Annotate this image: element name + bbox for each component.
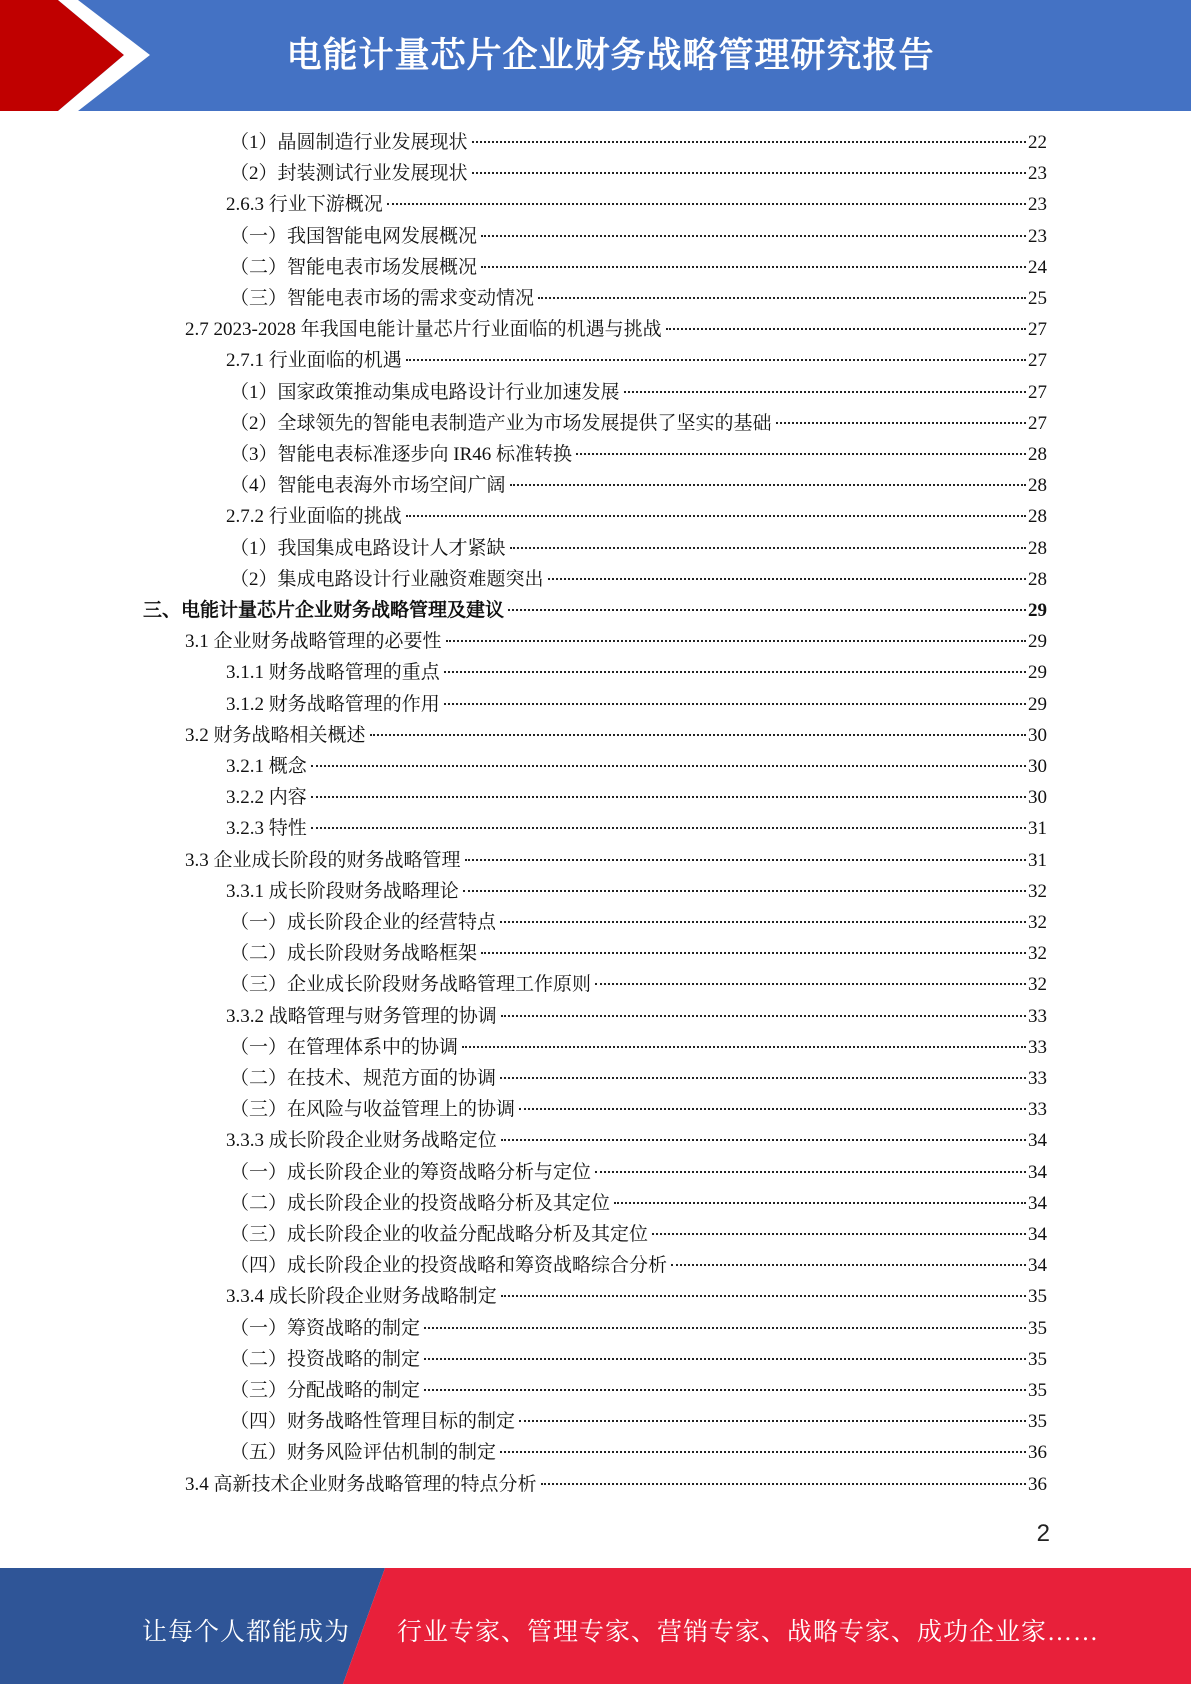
toc-entry-label: （四）成长阶段企业的投资战略和筹资战略综合分析 [230,1255,668,1277]
toc-entry[interactable] [185,845,1047,876]
toc-dot-leader [472,172,1026,174]
toc-dot-leader [406,515,1026,517]
toc-entry[interactable] [226,751,1047,782]
toc-dot-leader [548,578,1026,580]
toc-entry[interactable] [230,938,1047,969]
toc-dot-leader [481,266,1026,268]
toc-entry-page: 35 [1028,1286,1047,1308]
toc-entry-label: 3.2.1 概念 [226,756,307,777]
toc-entry-label: （1）晶圆制造行业发展现状 [230,132,468,153]
toc-entry-page: 28 [1028,537,1047,559]
toc-entry[interactable] [230,1437,1047,1468]
toc-entry[interactable] [230,127,1047,158]
toc-entry-label: （一）成长阶段企业的筹资战略分析与定位 [230,1161,592,1183]
toc-entry[interactable] [230,907,1047,938]
toc-entry-label: 3.3.2 战略管理与财务管理的协调 [226,1005,497,1027]
toc-dot-leader [311,827,1026,829]
toc-entry[interactable] [226,345,1047,376]
toc-dot-leader [481,235,1026,237]
toc-entry[interactable] [230,533,1047,564]
toc-entry-page: 28 [1028,568,1047,590]
toc-entry[interactable] [226,501,1047,532]
toc-dot-leader [624,391,1026,393]
toc-entry-label: （四）财务战略性管理目标的制定 [230,1411,516,1433]
toc-dot-leader [538,297,1026,299]
toc-entry-page: 28 [1028,506,1047,528]
toc-entry-page: 22 [1028,132,1047,153]
toc-entry[interactable] [230,408,1047,439]
toc-entry-page: 27 [1028,319,1047,341]
toc-entry-label: （二）成长阶段财务战略框架 [230,943,478,965]
toc-entry-page: 33 [1028,1068,1047,1089]
toc-entry-page: 35 [1028,1348,1047,1370]
toc-entry-label: （1）我国集成电路设计人才紧缺 [230,537,506,559]
page-number: 2 [1036,1520,1050,1547]
toc-entry[interactable] [230,1313,1047,1344]
toc-dot-leader [424,1327,1026,1329]
toc-entry-page: 25 [1028,288,1047,309]
toc-entry-page: 34 [1028,1255,1047,1277]
toc-dot-leader [446,640,1026,642]
toc-dot-leader [652,1233,1026,1235]
toc-dot-leader [424,1358,1026,1360]
toc-entry-page: 35 [1028,1380,1047,1401]
toc-dot-leader [519,1108,1026,1110]
toc-entry-label: 3.1.2 财务战略管理的作用 [226,693,440,715]
toc-dot-leader [311,796,1026,798]
toc-entry-page: 29 [1028,693,1047,715]
toc-entry-label: （3）智能电表标准逐步向 IR46 标准转换 [230,444,573,465]
toc-dot-leader [510,484,1026,486]
toc-entry-page: 32 [1028,943,1047,965]
toc-entry-label: 3.2.3 特性 [226,818,307,840]
toc-entry-page: 28 [1028,475,1047,497]
report-title: 电能计量芯片企业财务战略管理研究报告 [286,36,935,76]
toc-entry-page: 35 [1028,1411,1047,1433]
toc-entry-label: 3.3 企业成长阶段的财务战略管理 [185,849,461,871]
toc-entry-page: 23 [1028,163,1047,185]
toc-entry[interactable] [230,1157,1047,1188]
toc-entry-label: （一）我国智能电网发展概况 [230,225,478,247]
toc-dot-leader [595,1171,1026,1173]
toc-entry[interactable] [185,314,1047,345]
toc-dot-leader [311,765,1026,767]
toc-entry-label: 3.1.1 财务战略管理的重点 [226,662,440,684]
toc-dot-leader [463,890,1026,892]
toc-dot-leader [501,1139,1026,1141]
toc-dot-leader [481,952,1026,954]
toc-entry-page: 33 [1028,1005,1047,1027]
toc-dot-leader [576,453,1026,455]
toc-entry-page: 30 [1028,787,1047,809]
toc-entry[interactable] [143,595,1047,626]
toc-entry-label: 3.3.3 成长阶段企业财务战略定位 [226,1130,497,1152]
toc-entry[interactable] [230,564,1047,595]
toc-entry[interactable] [230,470,1047,501]
toc-entry-page: 23 [1028,194,1047,216]
toc-entry[interactable] [185,626,1047,657]
toc-entry[interactable] [230,1032,1047,1063]
toc-dot-leader [500,921,1026,923]
toc-entry[interactable] [185,720,1047,751]
toc-entry[interactable] [230,283,1047,314]
toc-dot-leader [501,1015,1026,1017]
page-header [0,0,1191,111]
toc-entry-label: （三）成长阶段企业的收益分配战略分析及其定位 [230,1224,649,1245]
toc-entry-page: 30 [1028,756,1047,777]
toc-entry-page: 31 [1028,818,1047,840]
toc-dot-leader [465,859,1026,861]
toc-entry-label: （2）全球领先的智能电表制造产业为市场发展提供了坚实的基础 [230,412,772,434]
toc-entry-page: 36 [1028,1442,1047,1464]
toc-entry-page: 34 [1028,1161,1047,1183]
toc-entry-page: 33 [1028,1099,1047,1121]
toc-entry-label: 3.2 财务战略相关概述 [185,724,366,746]
toc-entry-page: 23 [1028,225,1047,247]
toc-entry[interactable] [230,252,1047,283]
toc-dot-leader [614,1202,1026,1204]
toc-entry-page: 32 [1028,974,1047,996]
toc-entry-label: （三）智能电表市场的需求变动情况 [230,288,535,309]
toc-entry-page: 35 [1028,1317,1047,1339]
toc-entry-label: （二）智能电表市场发展概况 [230,256,478,278]
toc-dot-leader [671,1264,1026,1266]
toc-entry-label: （二）成长阶段企业的投资战略分析及其定位 [230,1192,611,1214]
toc-entry[interactable] [185,1469,1047,1500]
toc-entry-page: 32 [1028,912,1047,933]
toc-entry[interactable] [230,1188,1047,1219]
toc-dot-leader [387,203,1026,205]
page-footer [0,1568,1191,1684]
toc-entry-label: 2.7 2023-2028 年我国电能计量芯片行业面临的机遇与挑战 [185,319,662,341]
toc-entry[interactable] [226,189,1047,220]
toc-entry-label: 2.6.3 行业下游概况 [226,194,383,216]
toc-entry[interactable] [230,377,1047,408]
toc-entry-label: 2.7.2 行业面临的挑战 [226,506,402,528]
toc-entry[interactable] [230,1375,1047,1406]
toc-dot-leader [370,734,1026,736]
toc-entry-page: 28 [1028,444,1047,465]
toc-entry[interactable] [226,1281,1047,1312]
toc-entry[interactable] [226,876,1047,907]
toc-entry-page: 34 [1028,1224,1047,1245]
toc-entry-label: （五）财务风险评估机制的制定 [230,1442,497,1464]
footer-slogan-left: 让每个人都能成为 [142,1619,351,1646]
toc-entry-label: （三）在风险与收益管理上的协调 [230,1099,516,1121]
toc-entry[interactable] [226,782,1047,813]
toc-dot-leader [666,328,1026,330]
toc-entry-label: 3.3.1 成长阶段财务战略理论 [226,880,459,902]
toc-dot-leader [501,1295,1026,1297]
toc-entry-page: 27 [1028,412,1047,434]
toc-dot-leader [462,1046,1026,1048]
toc-entry-page: 34 [1028,1192,1047,1214]
toc-entry-label: （二）在技术、规范方面的协调 [230,1068,497,1089]
toc-entry-label: （一）筹资战略的制定 [230,1317,421,1339]
toc-entry-page: 24 [1028,256,1047,278]
toc-entry-label: （一）在管理体系中的协调 [230,1036,459,1058]
toc-entry-label: （三）企业成长阶段财务战略管理工作原则 [230,974,592,996]
toc-entry[interactable] [226,657,1047,688]
toc-entry[interactable] [226,813,1047,844]
toc-entry-page: 33 [1028,1036,1047,1058]
toc-dot-leader [472,141,1026,143]
toc-entry-page: 36 [1028,1473,1047,1495]
toc-entry-label: （1）国家政策推动集成电路设计行业加速发展 [230,381,620,403]
toc-entry-label: （2）封装测试行业发展现状 [230,163,468,185]
toc-entry-label: 2.7.1 行业面临的机遇 [226,350,402,372]
toc-entry[interactable] [230,1250,1047,1281]
toc-entry-label: （二）投资战略的制定 [230,1348,421,1370]
toc-entry-label: （一）成长阶段企业的经营特点 [230,912,497,933]
toc-entry-page: 29 [1028,600,1047,621]
toc-entry-page: 30 [1028,724,1047,746]
toc-entry[interactable] [230,1344,1047,1375]
toc-entry-page: 31 [1028,849,1047,871]
toc-entry-page: 29 [1028,662,1047,684]
toc-dot-leader [500,1077,1026,1079]
toc-entry[interactable] [230,1406,1047,1437]
toc-dot-leader [508,609,1026,611]
toc-entry[interactable] [226,1125,1047,1156]
toc-entry-label: 三、电能计量芯片企业财务战略管理及建议 [143,600,505,621]
toc-entry-page: 29 [1028,631,1047,653]
toc-entry[interactable] [230,1219,1047,1250]
toc-entry[interactable] [230,1094,1047,1125]
toc-entry-page: 32 [1028,880,1047,902]
toc-entry[interactable] [226,689,1047,720]
toc-dot-leader [541,1483,1026,1485]
toc-entry-label: 3.1 企业财务战略管理的必要性 [185,631,442,653]
toc-dot-leader [444,671,1026,673]
toc-entry[interactable] [230,221,1047,252]
toc-dot-leader [444,703,1026,705]
toc-dot-leader [424,1389,1026,1391]
toc-dot-leader [510,547,1026,549]
toc-entry-page: 34 [1028,1130,1047,1152]
toc-entry-page: 27 [1028,381,1047,403]
toc-entry[interactable] [230,969,1047,1000]
toc-entry[interactable] [230,1063,1047,1094]
toc-entry-label: 3.3.4 成长阶段企业财务战略制定 [226,1286,497,1308]
toc-entry-label: （三）分配战略的制定 [230,1380,421,1401]
toc-entry-label: （2）集成电路设计行业融资难题突出 [230,568,544,590]
toc-entry-label: （4）智能电表海外市场空间广阔 [230,475,506,497]
footer-slogan-right: 行业专家、管理专家、营销专家、战略专家、成功企业家…… [397,1619,1100,1646]
toc-dot-leader [406,359,1026,361]
toc-dot-leader [776,422,1026,424]
toc-dot-leader [595,983,1026,985]
toc-entry-label: 3.4 高新技术企业财务战略管理的特点分析 [185,1473,537,1495]
toc-dot-leader [500,1451,1026,1453]
toc-entry[interactable] [230,158,1047,189]
toc-entry-label: 3.2.2 内容 [226,787,307,809]
toc-entry-page: 27 [1028,350,1047,372]
toc-entry[interactable] [230,439,1047,470]
toc-dot-leader [519,1420,1026,1422]
toc-entry[interactable] [226,1001,1047,1032]
